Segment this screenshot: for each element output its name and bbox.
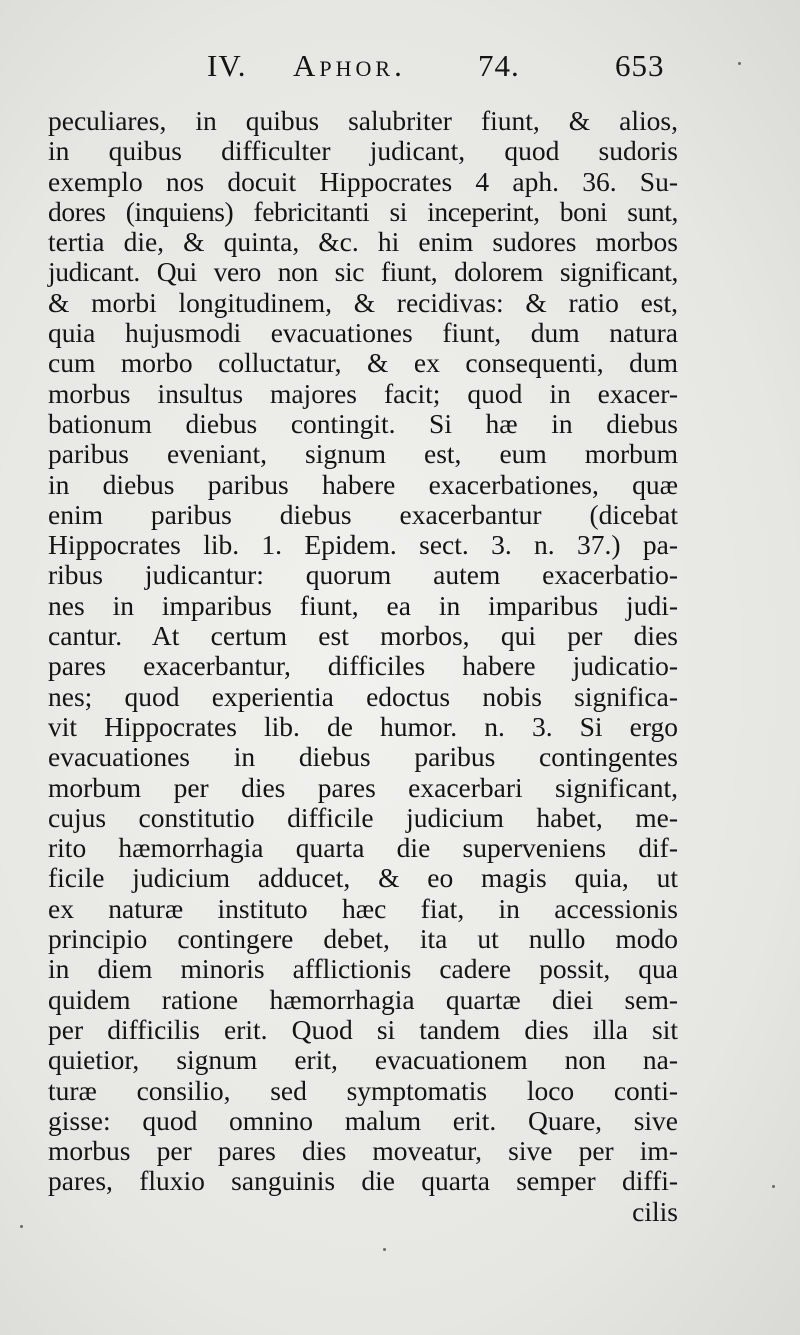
text-line: enim paribus diebus exacerbantur (dicebat <box>48 498 678 530</box>
text-line: judicant. Qui vero non sic fiunt, dolorem significant, <box>48 256 678 288</box>
text-line: gisse: quod omnino malum erit. Quare, sive <box>48 1104 678 1136</box>
text-line: morbus insultus majores facit; quod in exacer- <box>48 377 678 409</box>
text-line: cujus constitutio difficile judicium habet, me- <box>48 801 678 833</box>
paper-speck <box>772 1185 775 1188</box>
text-line: nes; quod experientia edoctus nobis significa- <box>48 680 678 712</box>
text-line: ex naturæ instituto hæc fiat, in accessionis <box>48 892 678 924</box>
text-line: ficile judicium adducet, & eo magis quia, ut <box>48 862 678 894</box>
text-line: dores (inquiens) febricitanti si inceperint, boni sunt, <box>48 195 678 227</box>
text-line: quietior, signum erit, evacuationem non na- <box>48 1044 678 1076</box>
text-line: bationum diebus contingit. Si hæ in diebus <box>48 407 678 439</box>
aphorism-label: Aphor. <box>293 48 406 83</box>
text-line: in diem minoris afflictionis cadere possit, qua <box>48 953 678 985</box>
running-head <box>0 46 800 96</box>
catchword: cilis <box>632 1195 678 1227</box>
paper-speck <box>738 62 741 65</box>
text-line: & morbi longitudinem, & recidivas: & ratio est, <box>48 286 678 318</box>
text-line: cum morbo colluctatur, & ex consequenti, dum <box>48 347 678 379</box>
aphorism-number: 74. <box>478 48 520 83</box>
text-line: morbus per pares dies moveatur, sive per im- <box>48 1135 678 1167</box>
text-line: principio contingere debet, ita ut nullo modo <box>48 923 678 955</box>
text-line: peculiares, in quibus salubriter fiunt, & alios, <box>48 105 678 136</box>
text-line: evacuationes in diebus paribus contingentes <box>48 741 678 773</box>
text-line: cantur. At certum est morbos, qui per dies <box>48 620 678 652</box>
text-line: Hippocrates lib. 1. Epidem. sect. 3. n. 37.) pa- <box>48 529 678 561</box>
paper-speck <box>20 1225 23 1228</box>
text-line: per difficilis erit. Quod si tandem dies illa sit <box>48 1013 678 1045</box>
paper-speck <box>383 1248 386 1251</box>
text-line: vit Hippocrates lib. de humor. n. 3. Si ergo <box>48 710 678 742</box>
text-line: quia hujusmodi evacuationes fiunt, dum natura <box>48 317 678 349</box>
text-line: tertia die, & quinta, &c. hi enim sudores morbos <box>48 226 678 258</box>
text-line: exemplo nos docuit Hippocrates 4 aph. 36. Su- <box>48 165 678 197</box>
page-number: 653 <box>615 48 665 83</box>
text-line: rito hæmorrhagia quarta die superveniens dif- <box>48 832 678 864</box>
body-text <box>48 106 678 1227</box>
text-line: pares exacerbantur, difficiles habere judicatio- <box>48 650 678 682</box>
text-line: in quibus difficulter judicant, quod sudoris <box>48 135 678 167</box>
text-line: pares, fluxio sanguinis die quarta semper diffi- <box>48 1165 678 1197</box>
text-line: paribus eveniant, signum est, eum morbum <box>48 438 678 470</box>
text-line: morbum per dies pares exacerbari significant, <box>48 771 678 803</box>
section-number: IV. <box>207 48 247 83</box>
text-line: in diebus paribus habere exacerbationes, quæ <box>48 468 678 500</box>
text-line: nes in imparibus fiunt, ea in imparibus judi- <box>48 589 678 621</box>
text-line: turæ consilio, sed symptomatis loco conti- <box>48 1074 678 1106</box>
text-line: ribus judicantur: quorum autem exacerbatio- <box>48 559 678 591</box>
text-line: quidem ratione hæmorrhagia quartæ diei sem- <box>48 983 678 1015</box>
